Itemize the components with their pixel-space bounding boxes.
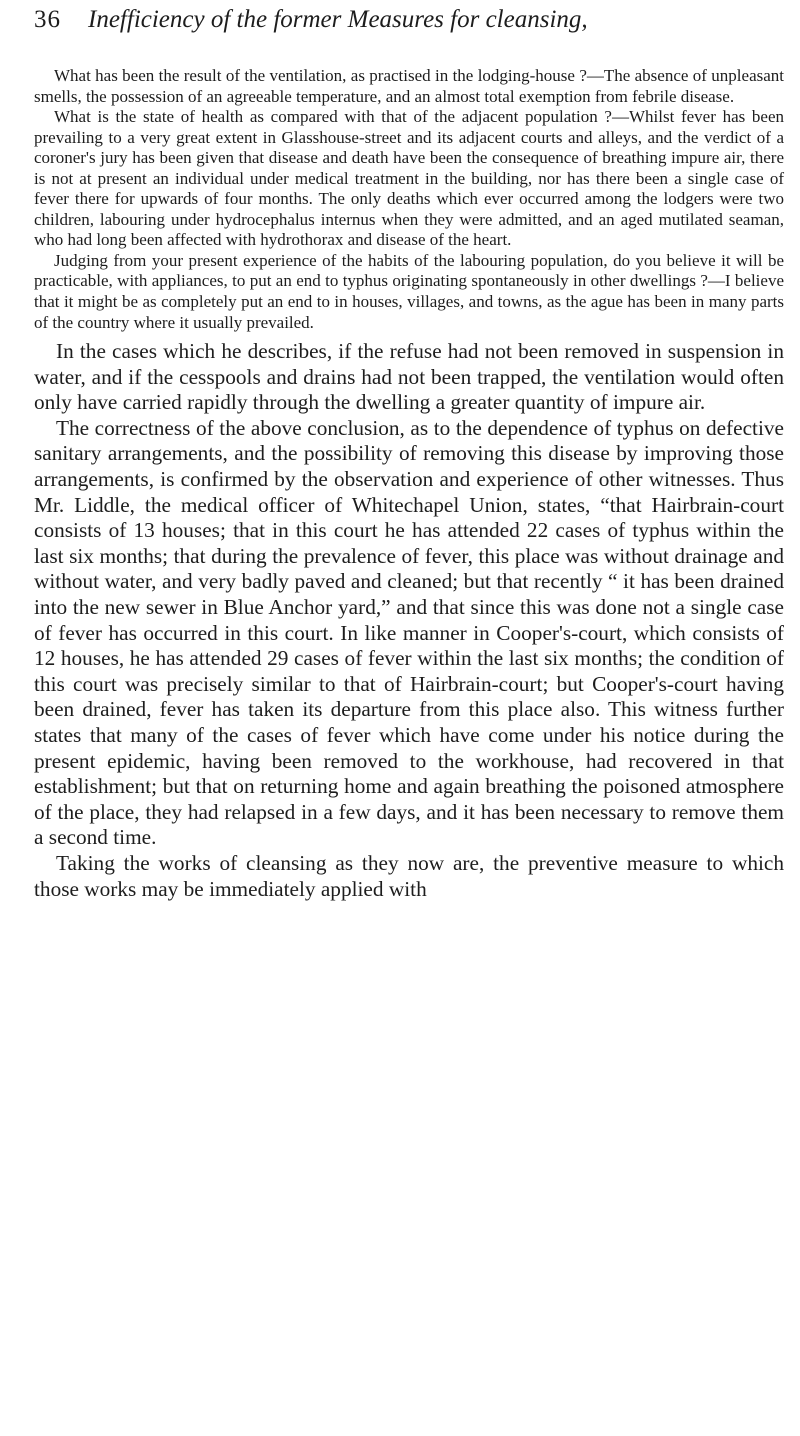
body-paragraph: In the cases which he describes, if the refuse had not been removed in suspension in water, and if the cesspools and drains had not been trapped, the ventilation would often only have carried rapidly through the dwelling a greater quantity of impure air. [34,339,784,415]
page-header [34,6,784,42]
running-title: Inefficiency of the former Measures for cleansing, [88,6,588,33]
body-paragraph: Taking the works of cleansing as they now are, the preventive measure to which those works may be immediately applied with [34,850,784,901]
page [34,6,784,902]
body-paragraph: The correctness of the above conclusion, as to the dependence of typhus on defective sanitary arrangements, and the possibility of removing this disease by improving those arrangements, is confirmed by the observation and experience of other witnesses. Thus Mr. Liddle, the medical officer of Whitechapel Union, states, “that Hairbrain-court consists of 13 houses; that in this court he has attended 22 cases of typhus within the last six months; that during the prevalence of fever, this place was without drainage and without water, and very badly paved and cleaned; but that recently “ it has been drained into the new sewer in Blue Anchor yard,” and that since this was done not a single case of fever has occurred in this court. In like manner in Cooper's-court, which consists of 12 houses, he has attended 29 cases of fever within the last six months; the condition of this court was precisely similar to that of Hairbrain-court; but Cooper's-court having been drained, fever has taken its departure from this place also. This witness further states that many of the cases of fever which have come under his notice during the present epidemic, having been removed to the workhouse, had recovered in that establishment; but that on returning home and again breathing the poisoned atmosphere of the place, they had relapsed in a few days, and it has been necessary to remove them a second time. [34,415,784,850]
body-text [34,339,784,902]
evidence-paragraph: Judging from your present experience of the habits of the labouring population, do you believe it will be practicable, with appliances, to put an end to typhus originating spontaneously in other dwellings ?—I believe that it might be as completely put an end to in houses, villages, and towns, as the ague has been in many parts of the country where it usually prevailed. [34,250,784,332]
evidence-paragraph: What has been the result of the ventilation, as practised in the lodging-house ?—The absence of unpleasant smells, the possession of an agreeable temperature, and an almost total exemption from febrile disease. [34,66,784,106]
evidence-block [34,66,784,333]
evidence-paragraph: What is the state of health as compared with that of the adjacent population ?—Whilst fever has been prevailing to a very great extent in Glasshouse-street and its adjacent courts and alleys, and the verdict of a coroner's jury has been given that disease and death have been the consequence of breathing impure air, there is not at present an individual under medical treatment in the building, nor has there been a single case of fever there for upwards of four months. The only deaths which ever occurred among the lodgers were two children, labouring under hydrocephalus internus when they were admitted, and an aged mutilated seaman, who had long been affected with hydrothorax and disease of the heart. [34,107,784,250]
page-number: 36 [34,6,61,33]
